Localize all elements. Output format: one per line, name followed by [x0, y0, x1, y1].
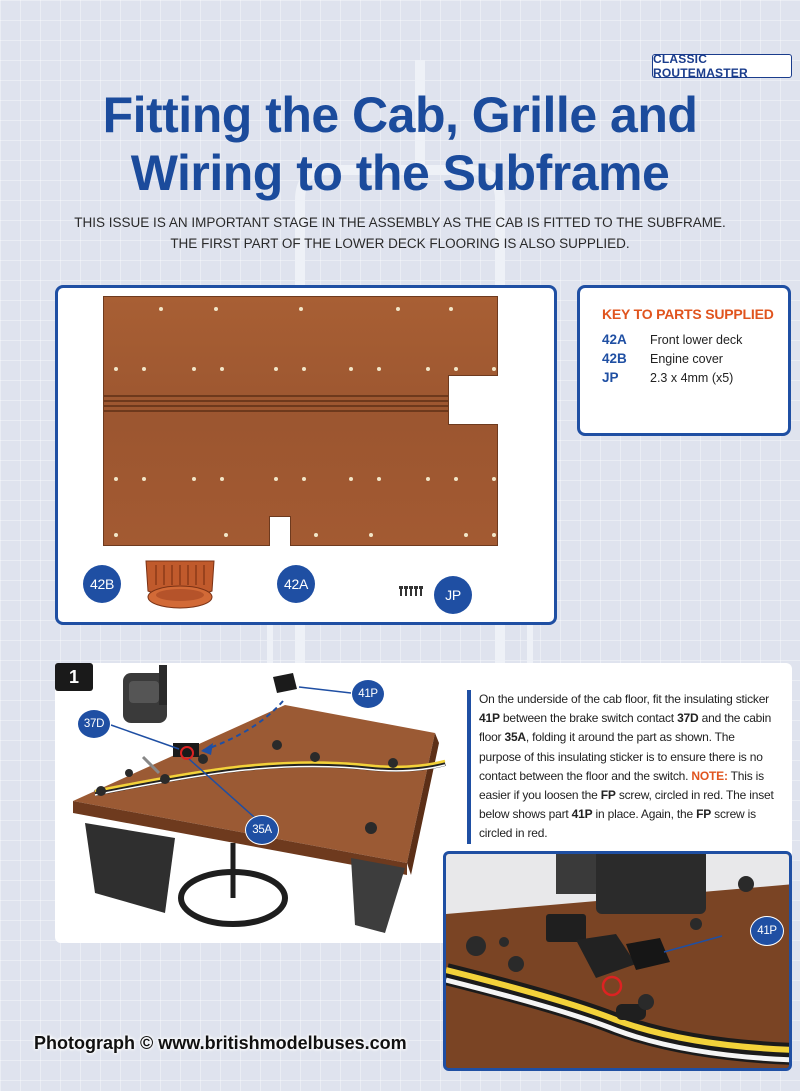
screw-hole-dot [492, 477, 496, 481]
title-line-2: Wiring to the Subframe [130, 145, 670, 201]
key-code: 42B [602, 351, 627, 366]
screw-hole-dot [464, 533, 468, 537]
screw-hole-dot [492, 533, 496, 537]
callout-35a: 35A [245, 815, 279, 845]
engine-cover-part-image [142, 555, 218, 611]
screw-hole-dot [142, 477, 146, 481]
screw-hole-dot [377, 367, 381, 371]
screw-hole-dot [454, 367, 458, 371]
key-row [602, 332, 742, 347]
screw-hole-dot [274, 367, 278, 371]
screw-hole-dot [114, 367, 118, 371]
screw-hole-dot [159, 307, 163, 311]
screw-hole-dot [377, 477, 381, 481]
screw-hole-dot [302, 477, 306, 481]
step-number: 1 [55, 663, 93, 691]
key-to-parts-panel [577, 285, 791, 436]
key-title: KEY TO PARTS SUPPLIED [602, 306, 774, 322]
photo-credit-watermark: Photograph © www.britishmodelbuses.com [34, 1033, 407, 1053]
part-ref: 41P [479, 711, 500, 726]
screw-hole-dot [224, 533, 228, 537]
note-label: NOTE: [691, 768, 728, 783]
screw-hole-dot [114, 533, 118, 537]
screws-icon [398, 585, 424, 597]
screw-hole-dot [426, 477, 430, 481]
page-title [40, 86, 760, 202]
cab-floor-illustration [55, 663, 455, 943]
part-label-jp: JP [434, 576, 472, 614]
screw-hole-dot [396, 307, 400, 311]
floor-grooves [104, 395, 449, 417]
key-desc: 2.3 x 4mm (x5) [650, 371, 734, 385]
jp-screws-image [398, 585, 424, 600]
screw-hole-dot [492, 367, 496, 371]
key-desc: Engine cover [650, 352, 723, 366]
screw-hole-dot [302, 367, 306, 371]
screw-hole-dot [299, 307, 303, 311]
screw-hole-dot [349, 477, 353, 481]
part-ref: 41P [571, 807, 593, 822]
floor-notch-bottom [269, 516, 291, 546]
step-1-instructions: On the underside of the cab floor, fit the insulating sticker 41P between the brake switch contact 37D and the cabin floor 35A, folding it around the part as shown. The purpose of this insulating sticker is to ensure there is no contact between the floor and the switch. NOTE: This is easier if you loosen the FP screw, circled in red. The inset below shows part 41P in place. Again, the FP screw is circled in red. [467, 690, 777, 844]
title-line-1: Fitting the Cab, Grille and [102, 87, 698, 143]
intro-line-2: THE FIRST PART OF THE LOWER DECK FLOORING IS ALSO SUPPLIED. [170, 236, 630, 251]
screw-hole-dot [192, 477, 196, 481]
key-code: JP [602, 370, 619, 385]
callout-41p: 41P [351, 679, 385, 709]
intro-text [40, 212, 760, 254]
screw-hole-dot [426, 367, 430, 371]
intro-line-1: THIS ISSUE IS AN IMPORTANT STAGE IN THE ASSEMBLY AS THE CAB IS FITTED TO THE SUBFRAME. [74, 215, 726, 230]
series-badge: CLASSIC ROUTEMASTER [652, 54, 792, 78]
screw-hole-dot [214, 307, 218, 311]
screw-hole-dot [274, 477, 278, 481]
screw-hole-dot [349, 367, 353, 371]
callout-37d: 37D [77, 709, 111, 739]
key-row [602, 370, 733, 385]
parts-panel [55, 285, 557, 625]
part-ref: FP [696, 807, 712, 822]
screw-hole-dot [369, 533, 373, 537]
screw-hole-dot [454, 477, 458, 481]
screw-hole-dot [220, 477, 224, 481]
key-desc: Front lower deck [650, 333, 743, 347]
part-ref: FP [600, 788, 616, 803]
lower-deck-floor-part-image [103, 296, 498, 546]
part-ref: 37D [677, 711, 699, 726]
inset-photo [446, 854, 792, 1071]
screw-hole-dot [142, 367, 146, 371]
key-code: 42A [602, 332, 627, 347]
callout-41p-inset: 41P [750, 916, 784, 946]
part-ref: 35A [504, 730, 526, 745]
screw-hole-dot [220, 367, 224, 371]
floor-notch-right [448, 375, 498, 425]
screw-hole-dot [114, 477, 118, 481]
screw-hole-dot [314, 533, 318, 537]
screw-hole-dot [449, 307, 453, 311]
key-row [602, 351, 723, 366]
part-label-42b: 42B [83, 565, 121, 603]
inset-photo-panel [443, 851, 792, 1071]
part-label-42a: 42A [277, 565, 315, 603]
screw-hole-dot [192, 367, 196, 371]
